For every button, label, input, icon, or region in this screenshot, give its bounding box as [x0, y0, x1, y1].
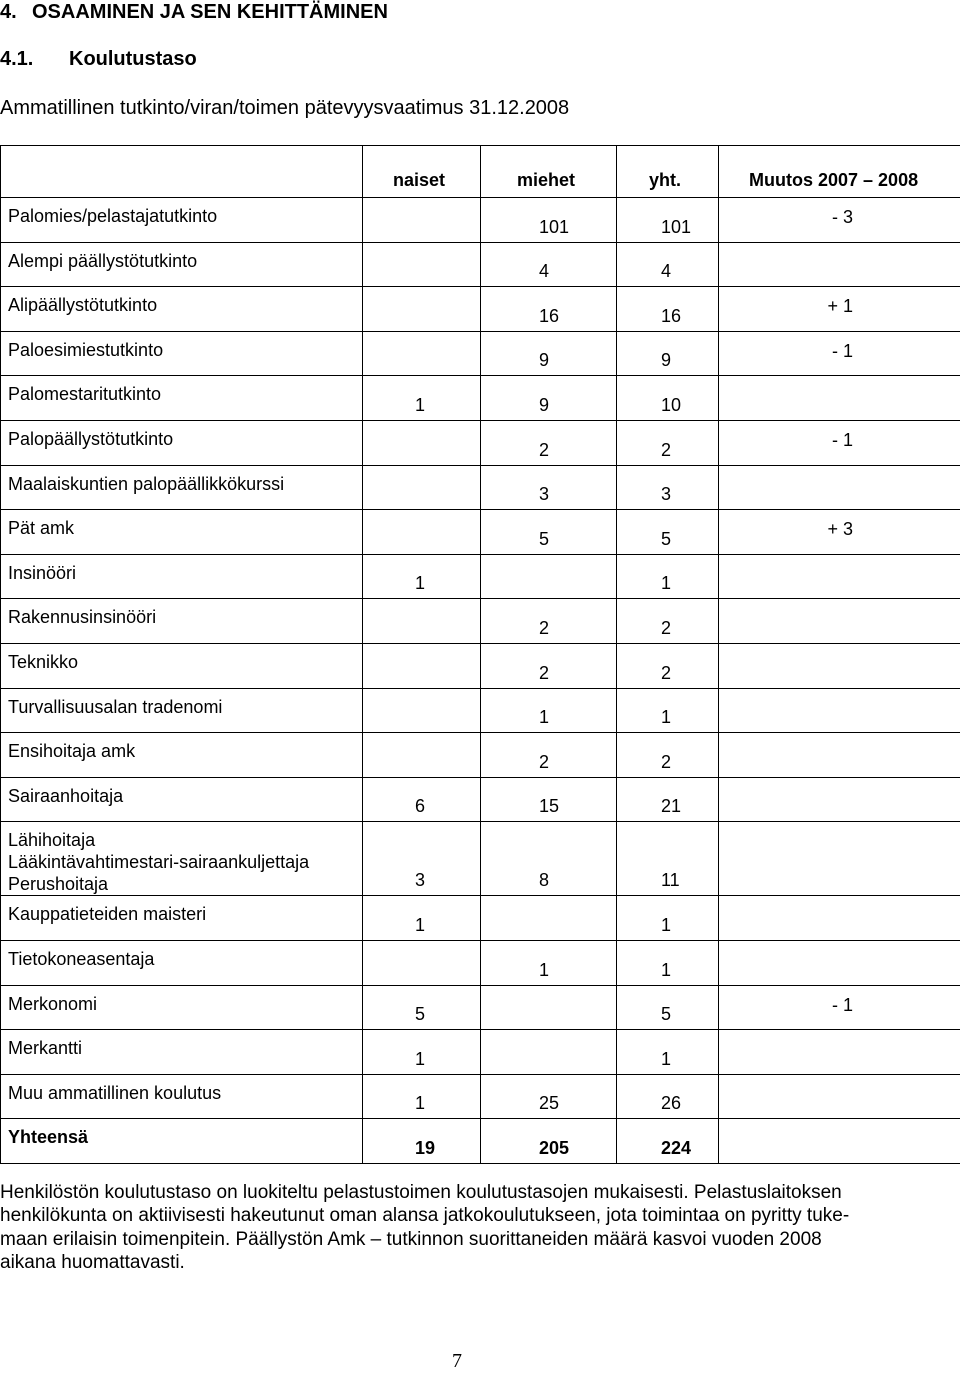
cell-muutos	[719, 465, 960, 510]
section-heading	[0, 0, 388, 24]
table-row	[1, 1119, 960, 1164]
cell-muutos	[719, 554, 960, 599]
cell-naiset	[363, 331, 481, 376]
cell-yht: 4	[617, 242, 719, 287]
subsection-number: 4.1.	[0, 47, 69, 71]
row-label-line: Perushoitaja	[8, 873, 362, 895]
cell-yht: 16	[617, 287, 719, 332]
cell-miehet: 1	[481, 940, 617, 985]
row-label: Pät amk	[1, 510, 363, 555]
cell-miehet: 3	[481, 465, 617, 510]
cell-muutos: - 1	[719, 985, 960, 1030]
cell-naiset	[363, 940, 481, 985]
cell-miehet	[481, 1030, 617, 1075]
cell-miehet: 8	[481, 822, 617, 896]
cell-naiset: 1	[363, 896, 481, 941]
cell-naiset: 1	[363, 1074, 481, 1119]
page-number: 7	[452, 1350, 462, 1373]
cell-miehet: 5	[481, 510, 617, 555]
cell-yht: 5	[617, 985, 719, 1030]
cell-miehet: 15	[481, 777, 617, 822]
cell-miehet: 205	[481, 1119, 617, 1164]
cell-muutos: - 1	[719, 331, 960, 376]
subsection-heading	[0, 47, 197, 71]
cell-yht: 2	[617, 733, 719, 778]
cell-miehet	[481, 985, 617, 1030]
cell-miehet: 9	[481, 331, 617, 376]
row-label	[1, 822, 363, 896]
row-label: Merkantti	[1, 1030, 363, 1075]
cell-miehet	[481, 554, 617, 599]
cell-muutos: - 1	[719, 420, 960, 465]
table-row	[1, 1030, 960, 1075]
cell-muutos	[719, 896, 960, 941]
cell-naiset: 6	[363, 777, 481, 822]
cell-yht: 224	[617, 1119, 719, 1164]
table-row	[1, 985, 960, 1030]
row-label: Palopäällystötutkinto	[1, 420, 363, 465]
paragraph-line: aikana huomattavasti.	[0, 1251, 940, 1274]
header-naiset: naiset	[363, 146, 481, 198]
row-label: Kauppatieteiden maisteri	[1, 896, 363, 941]
cell-yht: 21	[617, 777, 719, 822]
paragraph-line: henkilökunta on aktiivisesti hakeutunut oman alansa jatkokoulutukseen, jota toimintaa on pyritty tuke-	[0, 1204, 940, 1227]
cell-muutos	[719, 1119, 960, 1164]
row-label-line: Lähihoitaja	[8, 829, 362, 851]
cell-yht: 1	[617, 896, 719, 941]
cell-yht: 1	[617, 554, 719, 599]
table-row	[1, 733, 960, 778]
cell-muutos	[719, 688, 960, 733]
cell-miehet: 2	[481, 643, 617, 688]
cell-muutos	[719, 822, 960, 896]
table-row	[1, 465, 960, 510]
cell-muutos	[719, 940, 960, 985]
header-yht: yht.	[617, 146, 719, 198]
table-caption: Ammatillinen tutkinto/viran/toimen pätevyysvaatimus 31.12.2008	[0, 96, 569, 120]
table-row	[1, 1074, 960, 1119]
table-body	[1, 198, 960, 1164]
cell-yht: 101	[617, 198, 719, 243]
table-row	[1, 510, 960, 555]
cell-naiset	[363, 287, 481, 332]
row-label: Alempi päällystötutkinto	[1, 242, 363, 287]
paragraph-line: maan erilaisin toimenpitein. Päällystön Amk – tutkinnon suorittaneiden määrä kasvoi vuoden 2008	[0, 1228, 940, 1251]
cell-naiset: 3	[363, 822, 481, 896]
row-label: Ensihoitaja amk	[1, 733, 363, 778]
table-row	[1, 688, 960, 733]
row-label: Yhteensä	[1, 1119, 363, 1164]
cell-yht: 1	[617, 940, 719, 985]
row-label: Palomestaritutkinto	[1, 376, 363, 421]
cell-muutos	[719, 242, 960, 287]
cell-naiset	[363, 643, 481, 688]
row-label: Alipäällystötutkinto	[1, 287, 363, 332]
cell-muutos: + 3	[719, 510, 960, 555]
row-label: Teknikko	[1, 643, 363, 688]
subsection-title: Koulutustaso	[69, 48, 197, 70]
row-label: Insinööri	[1, 554, 363, 599]
table-row	[1, 198, 960, 243]
cell-naiset: 1	[363, 1030, 481, 1075]
table-row	[1, 420, 960, 465]
cell-muutos	[719, 599, 960, 644]
cell-yht: 11	[617, 822, 719, 896]
cell-muutos: + 1	[719, 287, 960, 332]
table-row	[1, 554, 960, 599]
cell-yht: 26	[617, 1074, 719, 1119]
row-label: Sairaanhoitaja	[1, 777, 363, 822]
row-label: Rakennusinsinööri	[1, 599, 363, 644]
header-muutos: Muutos 2007 – 2008	[719, 146, 960, 198]
cell-miehet: 2	[481, 733, 617, 778]
table-header-row	[1, 146, 960, 198]
cell-yht: 1	[617, 688, 719, 733]
row-label: Merkonomi	[1, 985, 363, 1030]
table-row	[1, 287, 960, 332]
cell-muutos	[719, 643, 960, 688]
table-row	[1, 331, 960, 376]
table-row	[1, 242, 960, 287]
section-number: 4.	[0, 0, 32, 24]
cell-yht: 9	[617, 331, 719, 376]
header-empty	[1, 146, 363, 198]
cell-muutos: - 3	[719, 198, 960, 243]
table-row	[1, 376, 960, 421]
table-row	[1, 940, 960, 985]
cell-muutos	[719, 1030, 960, 1075]
row-label: Muu ammatillinen koulutus	[1, 1074, 363, 1119]
cell-naiset	[363, 599, 481, 644]
table-row	[1, 643, 960, 688]
cell-naiset: 5	[363, 985, 481, 1030]
cell-naiset	[363, 242, 481, 287]
cell-miehet: 25	[481, 1074, 617, 1119]
cell-yht: 2	[617, 420, 719, 465]
table-row	[1, 896, 960, 941]
cell-naiset	[363, 465, 481, 510]
cell-muutos	[719, 733, 960, 778]
table-row	[1, 777, 960, 822]
cell-yht: 2	[617, 643, 719, 688]
cell-miehet	[481, 896, 617, 941]
cell-muutos	[719, 1074, 960, 1119]
paragraph-line: Henkilöstön koulutustaso on luokiteltu pelastustoimen koulutustasojen mukaisesti. Pelastuslaitoksen	[0, 1181, 940, 1204]
cell-naiset: 1	[363, 554, 481, 599]
cell-yht: 10	[617, 376, 719, 421]
cell-miehet: 101	[481, 198, 617, 243]
row-label: Palomies/pelastajatutkinto	[1, 198, 363, 243]
cell-naiset	[363, 688, 481, 733]
cell-naiset	[363, 420, 481, 465]
row-label: Paloesimiestutkinto	[1, 331, 363, 376]
education-table	[0, 145, 960, 1164]
cell-miehet: 4	[481, 242, 617, 287]
cell-naiset	[363, 733, 481, 778]
table-row	[1, 599, 960, 644]
section-title: OSAAMINEN JA SEN KEHITTÄMINEN	[32, 1, 388, 23]
header-miehet: miehet	[481, 146, 617, 198]
cell-miehet: 1	[481, 688, 617, 733]
cell-naiset	[363, 198, 481, 243]
table-row	[1, 822, 960, 896]
row-label: Tietokoneasentaja	[1, 940, 363, 985]
cell-naiset: 1	[363, 376, 481, 421]
body-paragraph	[0, 1181, 940, 1274]
cell-yht: 2	[617, 599, 719, 644]
cell-miehet: 16	[481, 287, 617, 332]
row-label-line: Lääkintävahtimestari-sairaankuljettaja	[8, 851, 362, 873]
cell-naiset: 19	[363, 1119, 481, 1164]
cell-miehet: 2	[481, 599, 617, 644]
cell-miehet: 2	[481, 420, 617, 465]
cell-muutos	[719, 777, 960, 822]
cell-miehet: 9	[481, 376, 617, 421]
cell-muutos	[719, 376, 960, 421]
cell-yht: 3	[617, 465, 719, 510]
row-label: Maalaiskuntien palopäällikkökurssi	[1, 465, 363, 510]
cell-yht: 5	[617, 510, 719, 555]
row-label: Turvallisuusalan tradenomi	[1, 688, 363, 733]
cell-naiset	[363, 510, 481, 555]
cell-yht: 1	[617, 1030, 719, 1075]
